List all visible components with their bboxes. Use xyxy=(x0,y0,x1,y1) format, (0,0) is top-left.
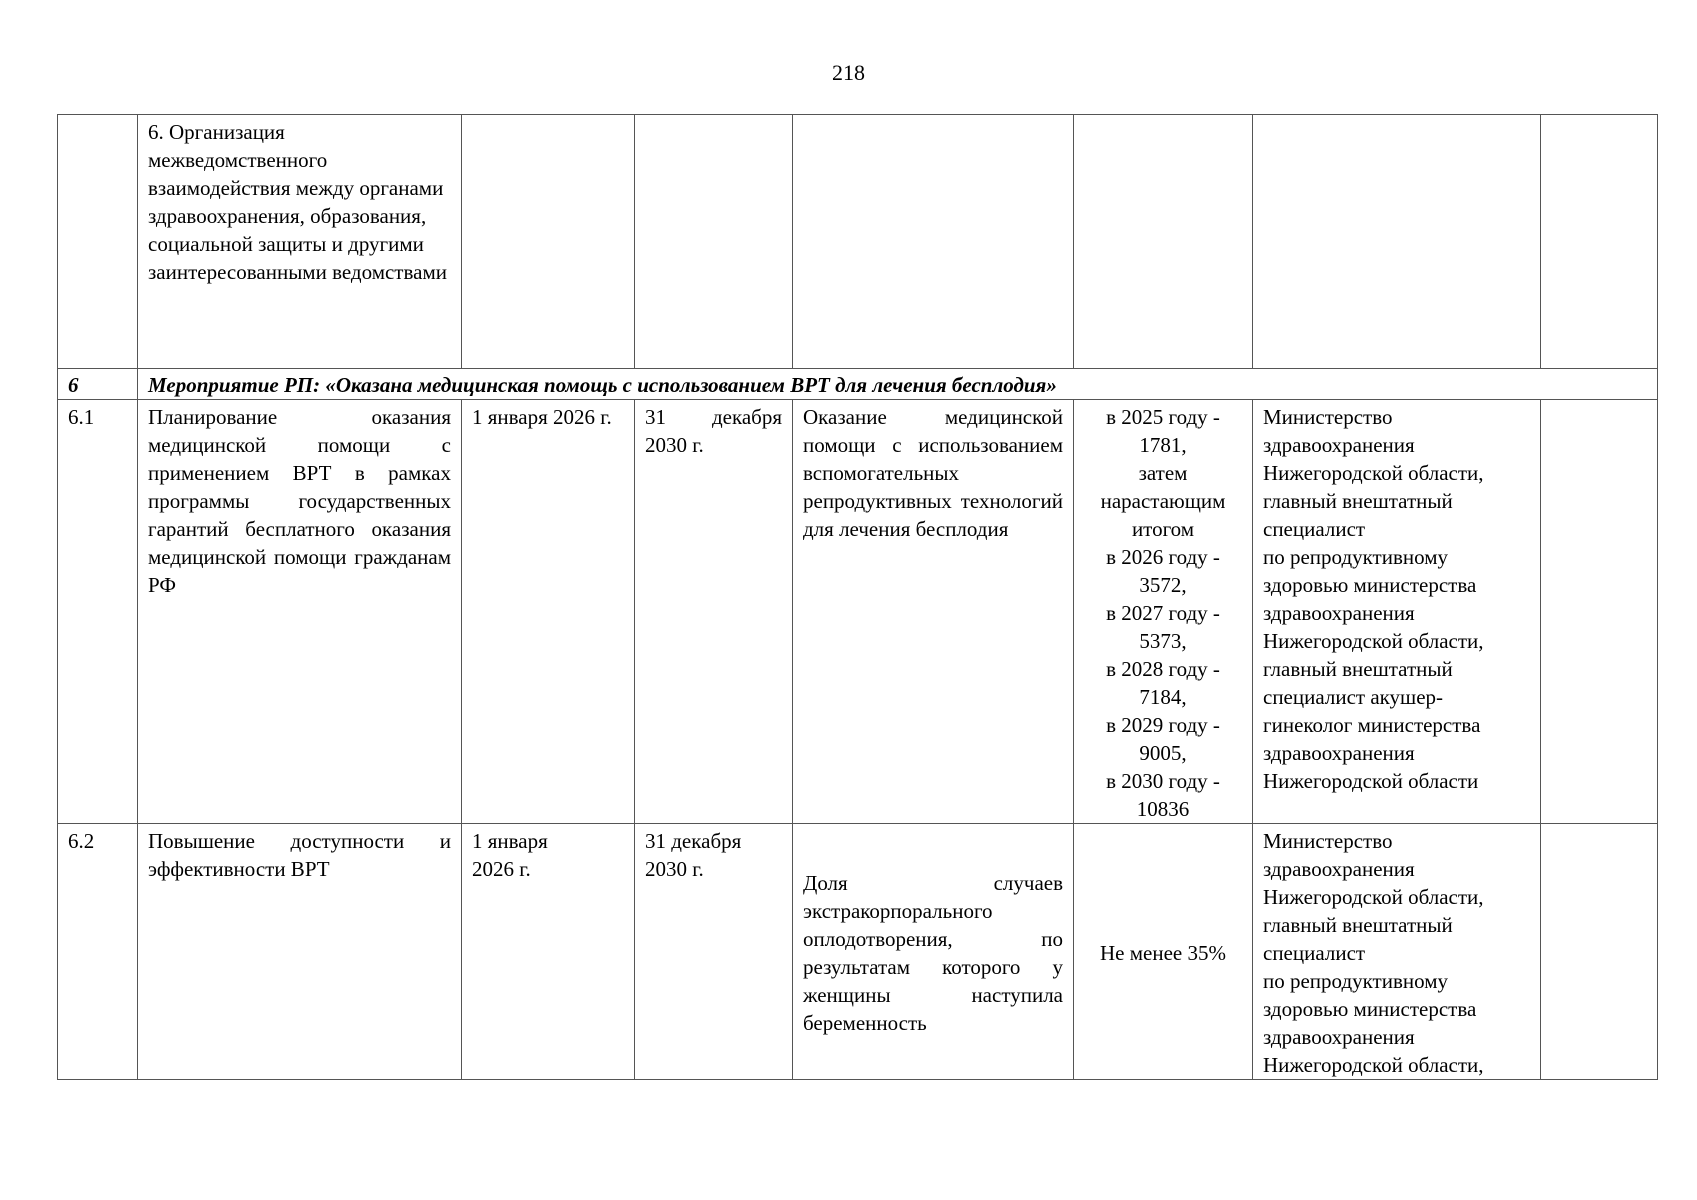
row-start-date: 1 января 2026 г. xyxy=(462,824,635,1080)
continuation-row xyxy=(58,115,1658,369)
row-number: 6.2 xyxy=(58,824,138,1080)
row-name: Планирование оказания медицинской помощи с применением ВРТ в рамках программы государственных гарантий бесплатного оказания медицинской помощи гражданам РФ xyxy=(138,400,462,824)
row-note xyxy=(1541,824,1658,1080)
row-number: 6.1 xyxy=(58,400,138,824)
section-number: 6 xyxy=(58,369,138,400)
page-number: 218 xyxy=(832,60,865,85)
cell-indicator xyxy=(793,115,1074,369)
table-row xyxy=(58,824,1658,1080)
cell-number xyxy=(58,115,138,369)
row-value: в 2025 году - 1781, затем нарастающим итогом в 2026 году - 3572, в 2027 году - 5373, в 2028 году - 7184, в 2029 году - 9005, в 2030 году - 10836 xyxy=(1074,400,1253,824)
row-responsible: Министерство здравоохранения Нижегородской области, главный внештатный специалист по репродуктивному здоровью министерства здравоохранения Нижегородской области, главный внештатный специалист акушер-гинеколог министерства здравоохранения Нижегородской области xyxy=(1253,400,1541,824)
row-end-date: 31 декабря 2030 г. xyxy=(635,824,793,1080)
section-title: Мероприятие РП: «Оказана медицинская помощь с использованием ВРТ для лечения бесплодия» xyxy=(138,369,1658,400)
row-note xyxy=(1541,400,1658,824)
row-name: Повышение доступности и эффективности ВРТ xyxy=(138,824,462,1080)
row-indicator: Доля случаев экстракорпорального оплодотворения, по результатам которого у женщины наступила беременность xyxy=(793,824,1074,1080)
row-value: Не менее 35% xyxy=(1074,824,1253,1080)
cell-responsible xyxy=(1253,115,1541,369)
measures-table xyxy=(57,114,1658,1080)
cell-start xyxy=(462,115,635,369)
row-end-date: 31 декабря 2030 г. xyxy=(635,400,793,824)
row-responsible: Министерство здравоохранения Нижегородской области, главный внештатный специалист по репродуктивному здоровью министерства здравоохранения Нижегородской области, xyxy=(1253,824,1541,1080)
row-start-date: 1 января 2026 г. xyxy=(462,400,635,824)
cell-note xyxy=(1541,115,1658,369)
row-indicator: Оказание медицинской помощи с использованием вспомогательных репродуктивных технологий для лечения бесплодия xyxy=(793,400,1074,824)
cell-value xyxy=(1074,115,1253,369)
table-row xyxy=(58,400,1658,824)
section-row xyxy=(58,369,1658,400)
cell-end xyxy=(635,115,793,369)
cell-task: 6. Организация межведомственного взаимодействия между органами здравоохранения, образования, социальной защиты и другими заинтересованными ведомствами xyxy=(138,115,462,369)
